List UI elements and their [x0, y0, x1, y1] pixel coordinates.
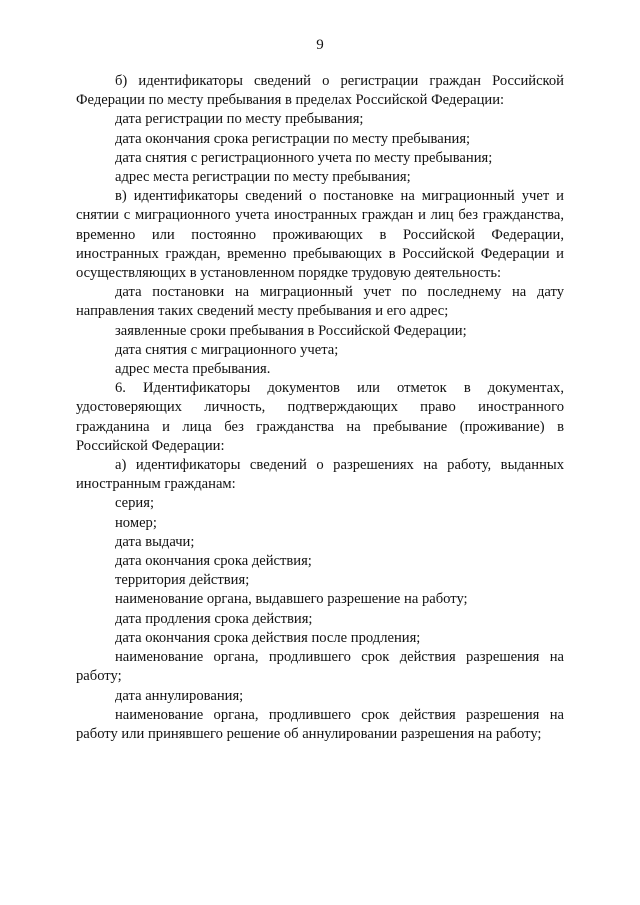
list-item: дата постановки на миграционный учет по последнему на дату направления таких сведений месту пребывания и его адрес;: [76, 284, 564, 320]
list-item: дата снятия с миграционного учета;: [115, 341, 339, 358]
list-item: наименование органа, продлившего срок действия разрешения на работу или принявшего решение об аннулировании разрешения на работу;: [76, 706, 564, 742]
list-item: дата окончания срока действия после продления;: [115, 629, 421, 646]
list-item: дата окончания срока регистрации по месту пребывания;: [115, 130, 471, 147]
list-item: дата аннулирования;: [115, 687, 244, 704]
list-item: адрес места пребывания.: [115, 361, 271, 378]
list-item: серия;: [115, 495, 155, 512]
list-item: дата регистрации по месту пребывания;: [115, 111, 364, 128]
paragraph-b-identifiers-registration: б) идентификаторы сведений о регистрации граждан Российской Федерации по месту пребывания в пределах Российской Федерации:: [76, 73, 564, 109]
list-item: дата выдачи;: [115, 533, 195, 550]
list-item: дата продления срока действия;: [115, 610, 313, 627]
list-item: наименование органа, выдавшего разрешение на работу;: [115, 591, 468, 608]
list-item: территория действия;: [115, 572, 250, 589]
paragraph-a-work-permits: а) идентификаторы сведений о разрешениях на работу, выданных иностранным гражданам:: [76, 457, 564, 493]
list-item: наименование органа, продлившего срок действия разрешения на работу;: [76, 649, 564, 685]
list-item: адрес места регистрации по месту пребывания;: [115, 169, 411, 186]
list-item: дата окончания срока действия;: [115, 553, 312, 570]
section-6-heading: 6. Идентификаторы документов или отметок в документах, удостоверяющих личность, подтверждающих право иностранного гражданина и лица без гражданства на пребывание (проживание) в Российской Федерации:: [76, 380, 564, 454]
list-item: дата снятия с регистрационного учета по месту пребывания;: [115, 149, 493, 166]
list-item: номер;: [115, 514, 157, 531]
paragraph-v-identifiers-migration: в) идентификаторы сведений о постановке на миграционный учет и снятии с миграционного учета иностранных граждан и лиц без гражданства, временно или постоянно проживающих в Российской Федерации, иностранных граждан, временно пребывающих в Российской Федерации и осуществляющих в установленном порядке трудовую деятельность:: [76, 188, 564, 282]
page-number: 9: [316, 37, 324, 53]
document-body: [76, 72, 564, 744]
list-item: заявленные сроки пребывания в Российской Федерации;: [115, 322, 467, 339]
